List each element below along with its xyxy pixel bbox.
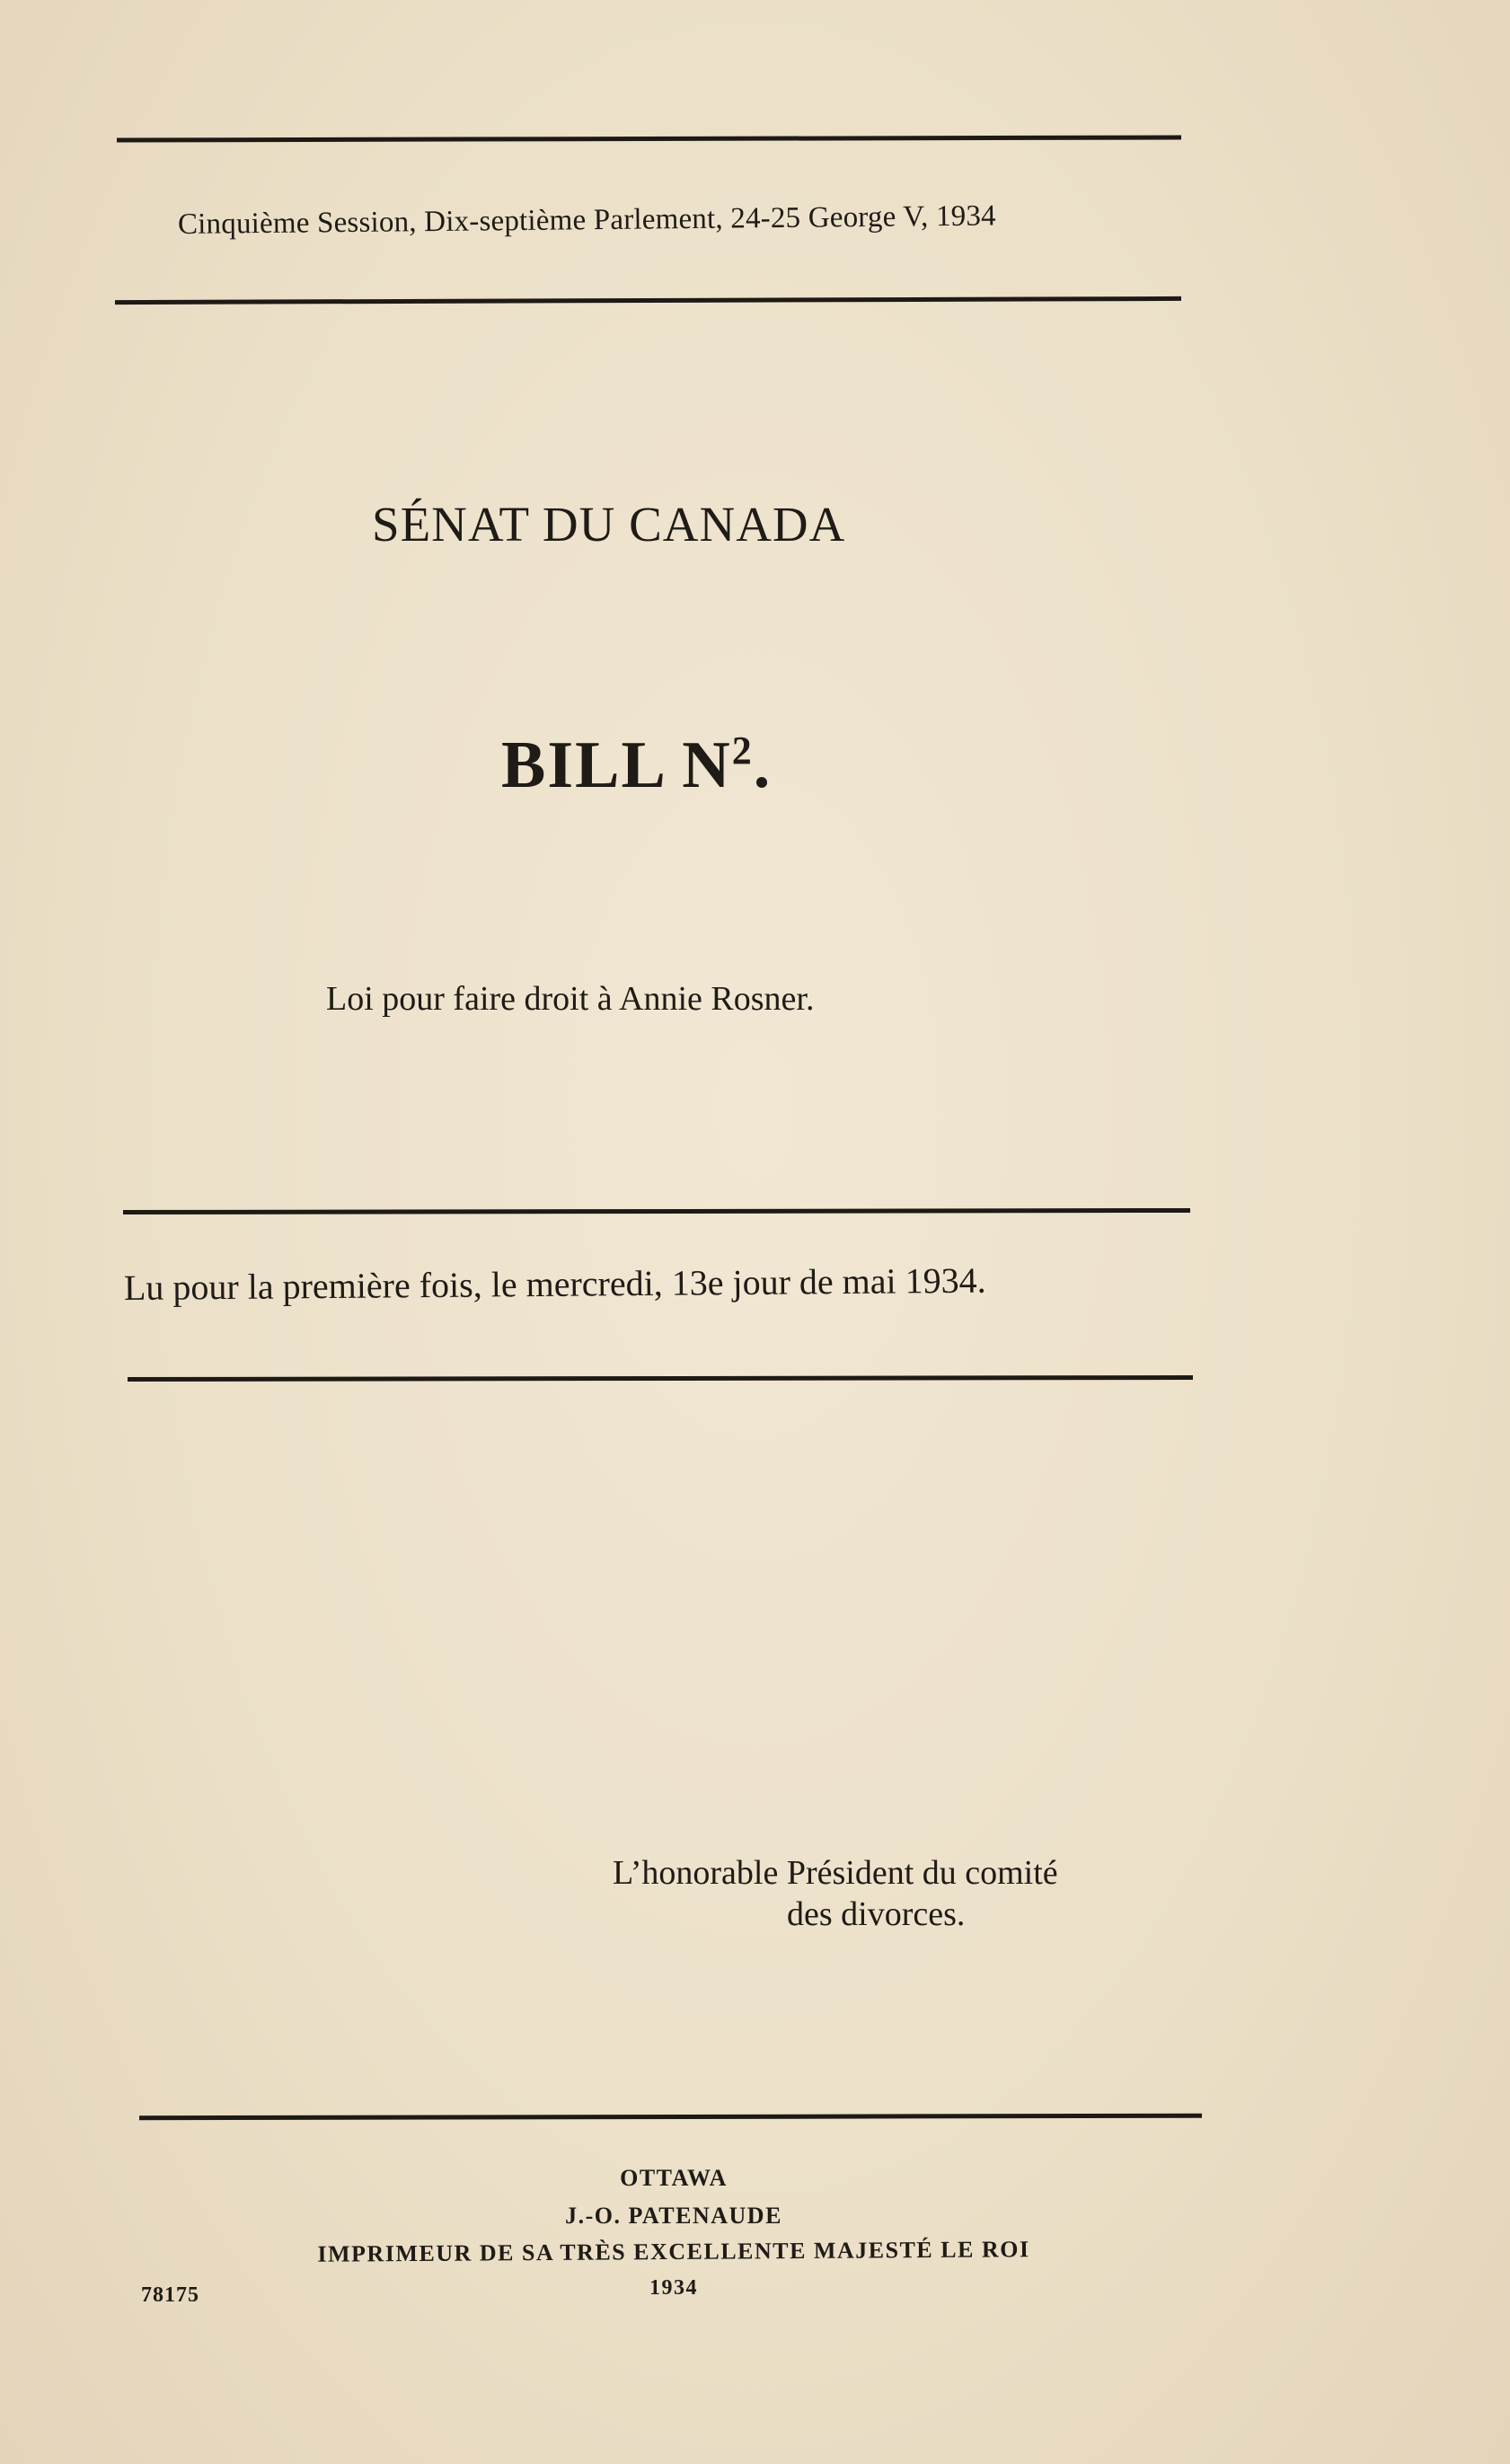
printer-name: J.-O. PATENAUDE xyxy=(565,2203,782,2229)
reading-top-rule xyxy=(123,1208,1190,1214)
sponsor-block xyxy=(613,1852,1241,1935)
act-title: Loi pour faire droit à Annie Rosner. xyxy=(326,980,815,1018)
sponsor-line-2: des divorces. xyxy=(787,1895,966,1933)
sponsor-line-1: L’honorable Président du comité xyxy=(613,1854,1058,1892)
printer-year: 1934 xyxy=(649,2276,698,2300)
session-line: Cinquième Session, Dix-septième Parlement, 24-25 George V, 1934 xyxy=(177,199,996,241)
imprint-top-rule xyxy=(139,2114,1202,2120)
bill-label: BILL N xyxy=(501,729,732,802)
bill-number xyxy=(501,728,772,804)
bill-superscript: 2 xyxy=(731,729,754,773)
chamber-heading: SÉNAT DU CANADA xyxy=(372,497,846,552)
header-bottom-rule xyxy=(115,296,1181,305)
top-rule xyxy=(117,135,1181,142)
print-code: 78175 xyxy=(141,2283,199,2307)
bill-period: . xyxy=(753,729,773,802)
printer-title: IMPRIMEUR DE SA TRÈS EXCELLENTE MAJESTÉ LE ROI xyxy=(317,2236,1030,2267)
printer-city: OTTAWA xyxy=(620,2165,728,2191)
first-reading-note: Lu pour la première fois, le mercredi, 13e jour de mai 1934. xyxy=(123,1259,986,1308)
reading-bottom-rule xyxy=(128,1375,1193,1382)
